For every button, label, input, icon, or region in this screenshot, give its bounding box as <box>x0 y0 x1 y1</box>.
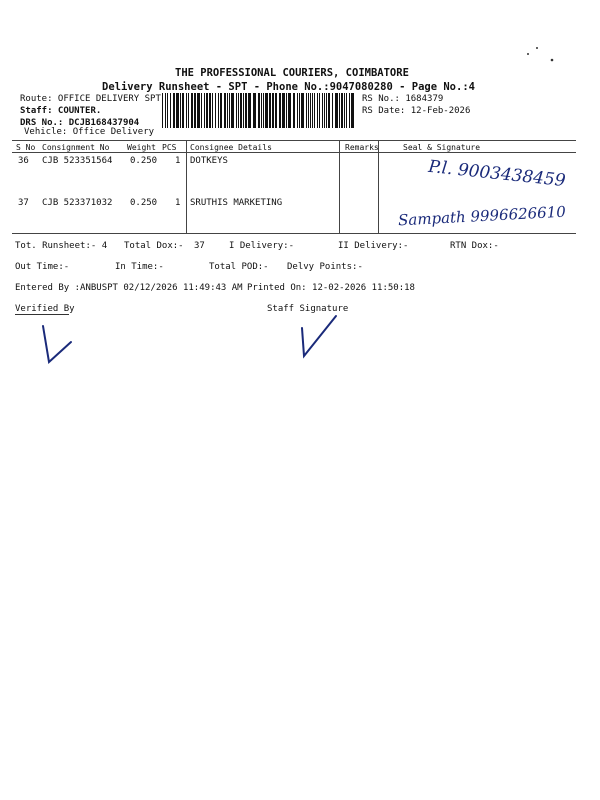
row-pcs: 1 <box>175 156 181 166</box>
i-delivery: I Delivery:- <box>229 241 295 251</box>
verified-check-mark <box>35 318 75 368</box>
row-consignment: CJB 523351564 <box>42 156 113 166</box>
rtn-dox: RTN Dox:- <box>450 241 499 251</box>
tot-runsheet: Tot. Runsheet:- 4 <box>15 241 108 251</box>
out-time: Out Time:- <box>15 262 70 272</box>
col-remarks: Remarks <box>345 143 379 152</box>
handwritten-signature: Sampath 9996626610 <box>397 202 567 230</box>
dox-count: 37 <box>194 241 205 251</box>
delvy-points: Delvy Points:- <box>287 262 363 272</box>
staff-check-mark <box>292 310 342 360</box>
col-weight: Weight <box>127 143 156 152</box>
total-dox: Total Dox:- <box>124 241 184 251</box>
barcode <box>162 93 357 128</box>
drs-number: DRS No.: DCJB168437904 <box>20 118 140 128</box>
total-pod: Total POD:- <box>209 262 269 272</box>
rs-date: RS Date: 12-Feb-2026 <box>362 106 471 116</box>
scan-specks <box>520 42 560 67</box>
col-sno: S No <box>16 143 36 152</box>
col-signature: Seal & Signature <box>403 143 481 152</box>
printed-on: Printed On: 12-02-2026 11:50:18 <box>247 283 415 293</box>
in-time: In Time:- <box>115 262 164 272</box>
rs-number: RS No.: 1684379 <box>362 94 444 104</box>
row-weight: 0.250 <box>130 198 158 208</box>
entered-by: Entered By :ANBUSPT 02/12/2026 11:49:43 AM <box>15 283 243 293</box>
row-consignee: SRUTHIS MARKETING <box>190 198 283 208</box>
col-consignment: Consignment No <box>42 143 110 152</box>
col-consignee: Consignee Details <box>190 143 272 152</box>
ii-delivery: II Delivery:- <box>338 241 409 251</box>
vehicle: Vehicle: Office Delivery <box>24 127 155 137</box>
staff-signature-label: Staff Signature <box>267 304 349 314</box>
row-consignment: CJB 523371032 <box>42 198 113 208</box>
runsheet-subtitle: Delivery Runsheet - SPT - Phone No.:9047080280 - Page No.:4 <box>102 81 475 93</box>
company-title: THE PROFESSIONAL COURIERS, COIMBATORE <box>175 67 409 79</box>
route: Route: OFFICE DELIVERY SPT <box>20 94 161 104</box>
row-sno: 37 <box>18 198 29 208</box>
col-pcs: PCS <box>162 143 177 152</box>
row-weight: 0.250 <box>130 156 158 166</box>
row-sno: 36 <box>18 156 29 166</box>
handwritten-signature: P.l. 9003438459 <box>427 156 567 192</box>
staff: Staff: COUNTER. <box>20 106 102 116</box>
row-pcs: 1 <box>175 198 181 208</box>
verified-by-label: Verified By <box>15 304 75 314</box>
row-consignee: DOTKEYS <box>190 156 228 166</box>
